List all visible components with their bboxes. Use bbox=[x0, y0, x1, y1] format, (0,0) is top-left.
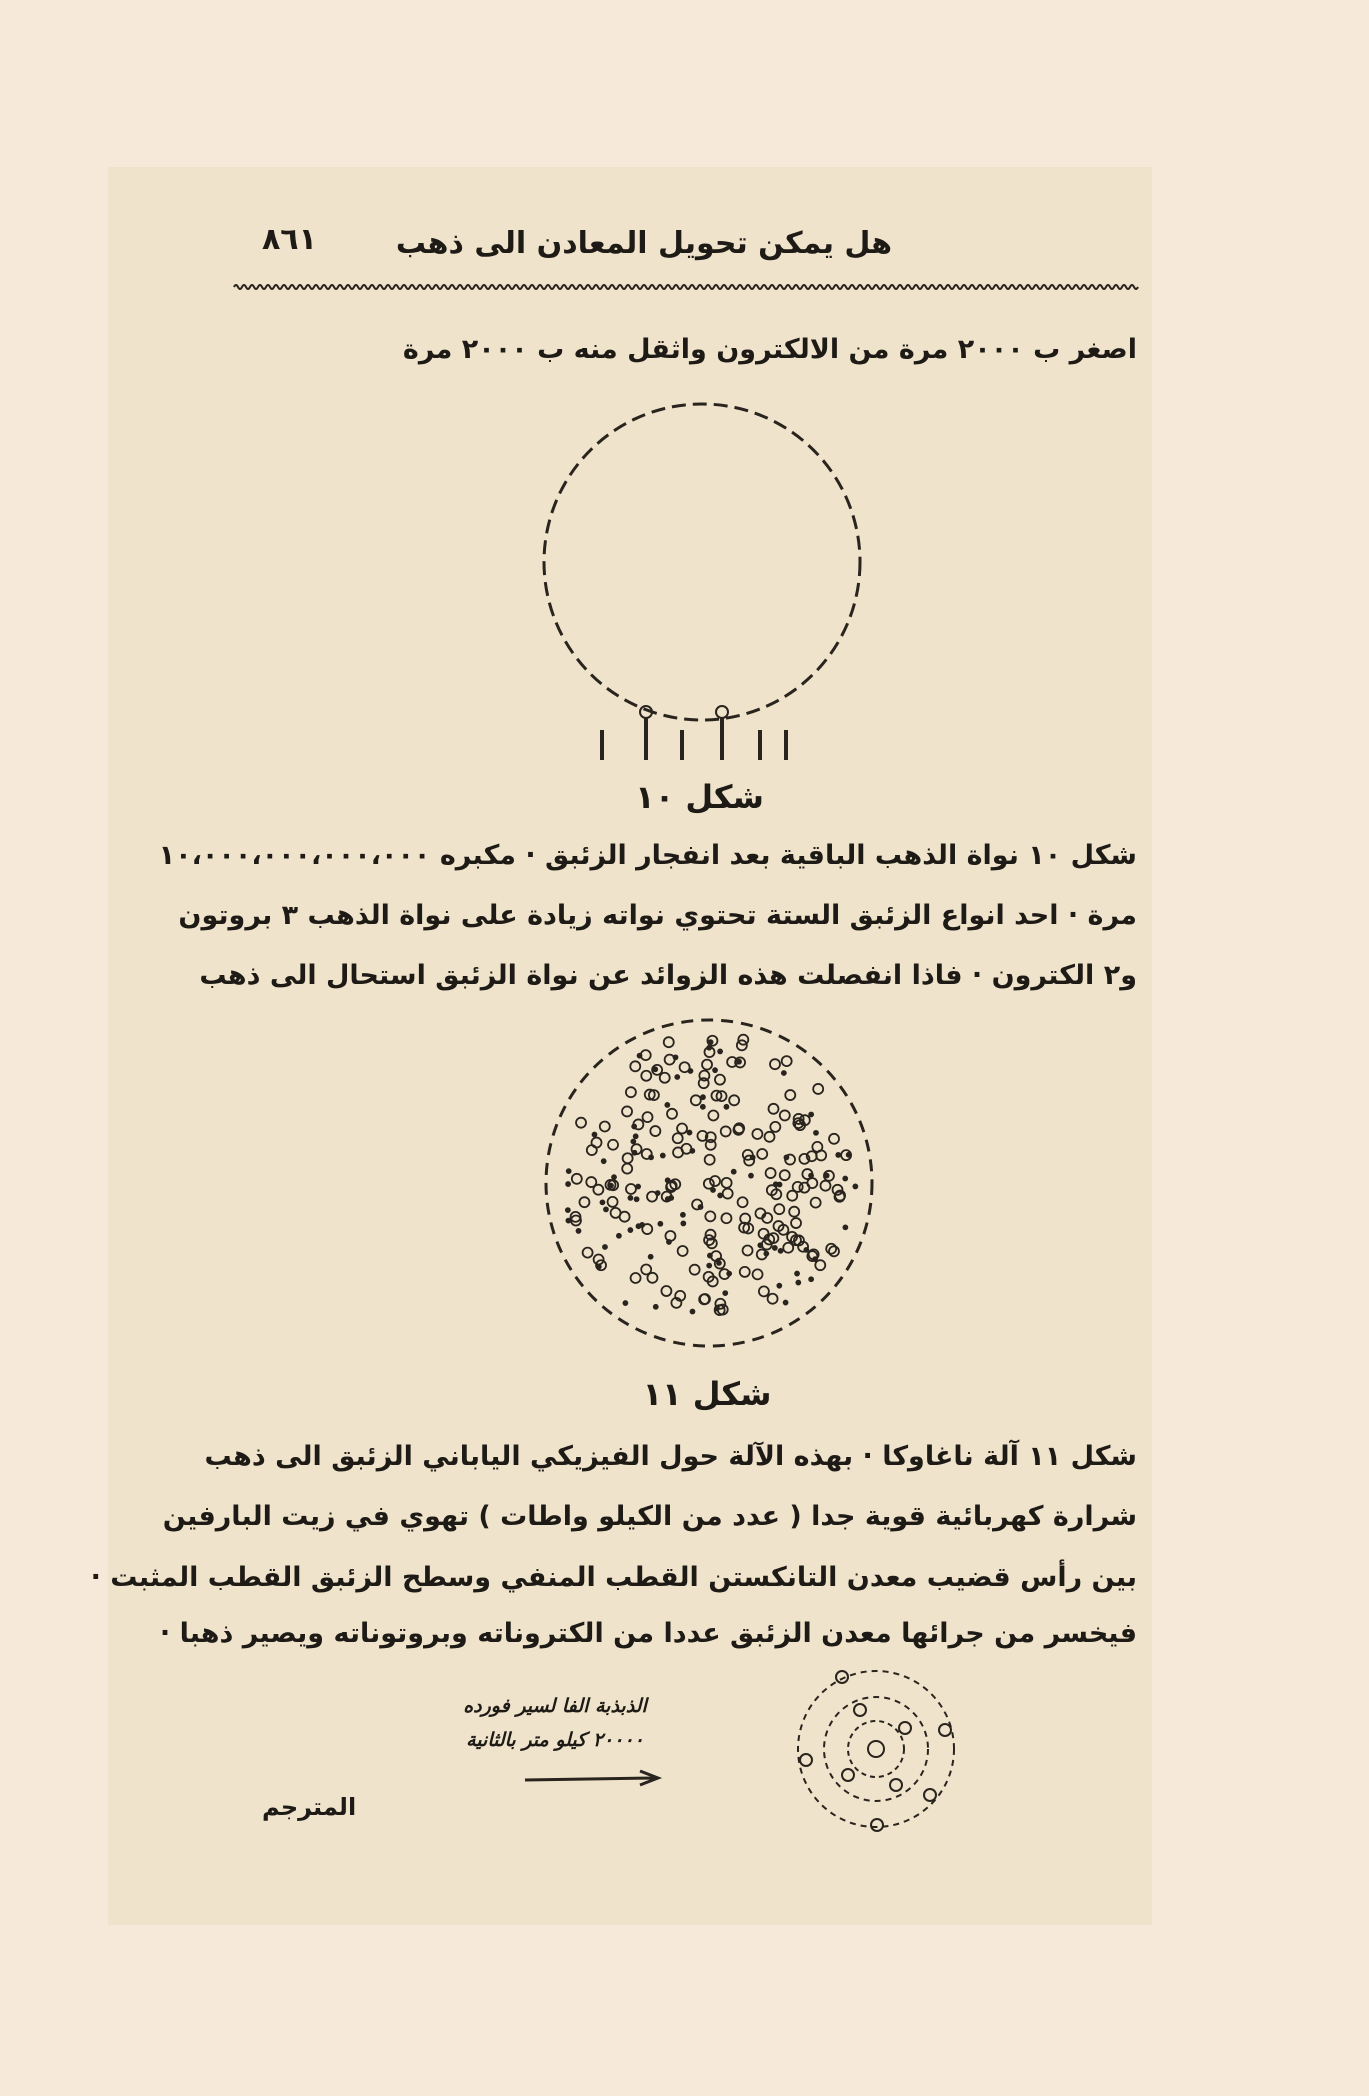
particle-mark bbox=[812, 1142, 822, 1152]
particle-mark bbox=[804, 1248, 808, 1252]
particle-mark bbox=[600, 1121, 610, 1131]
particle-mark bbox=[623, 1301, 627, 1305]
particle-mark bbox=[579, 1197, 589, 1207]
particle-mark bbox=[729, 1095, 739, 1105]
particle-mark bbox=[718, 1049, 722, 1053]
particle-mark bbox=[675, 1075, 679, 1079]
particle-mark bbox=[820, 1181, 830, 1191]
particle-mark bbox=[690, 1265, 700, 1275]
particle-mark bbox=[732, 1170, 736, 1174]
particle-mark bbox=[704, 1179, 714, 1189]
particle-mark bbox=[641, 1264, 651, 1274]
particle-mark bbox=[603, 1245, 607, 1249]
particle-mark bbox=[799, 1183, 809, 1193]
particle-mark bbox=[701, 1095, 705, 1099]
particle-mark bbox=[766, 1168, 776, 1178]
particle-mark bbox=[661, 1154, 665, 1158]
particle-mark bbox=[690, 1149, 694, 1153]
particle-mark bbox=[566, 1219, 570, 1223]
particle-mark bbox=[829, 1246, 839, 1256]
particle-mark bbox=[669, 1196, 673, 1200]
particle-mark bbox=[811, 1198, 821, 1208]
page-number: ٨٦١ bbox=[262, 222, 317, 257]
particle-mark bbox=[718, 1193, 722, 1197]
particle-mark bbox=[737, 1060, 741, 1064]
particle-mark bbox=[628, 1196, 632, 1200]
particle-mark bbox=[778, 1183, 782, 1187]
particle-mark bbox=[809, 1277, 813, 1281]
particle-mark bbox=[829, 1134, 839, 1144]
particle-mark bbox=[757, 1149, 767, 1159]
figure-10-caption-line: شكل ١٠ نواة الذهب الباقية بعد انفجار الزئبق · مكبره ١٠،٠٠٠،٠٠٠،٠٠٠،٠٠٠ bbox=[158, 840, 1137, 871]
figure-11-label: شكل ١١ bbox=[642, 1375, 772, 1413]
particle-mark bbox=[836, 1153, 840, 1157]
particle-mark bbox=[673, 1147, 683, 1157]
particle-mark bbox=[567, 1169, 571, 1173]
particle-mark bbox=[592, 1133, 596, 1137]
particle-mark bbox=[604, 1207, 608, 1211]
particle-mark bbox=[825, 1174, 829, 1178]
particle-mark bbox=[809, 1174, 813, 1178]
particle-mark bbox=[677, 1124, 687, 1134]
particle-mark bbox=[809, 1112, 813, 1116]
particle-mark bbox=[631, 1273, 641, 1283]
particle-mark bbox=[641, 1071, 651, 1081]
particle-mark bbox=[789, 1207, 799, 1217]
particle-mark bbox=[600, 1200, 604, 1204]
particle-mark bbox=[782, 1056, 792, 1066]
handwritten-arrow bbox=[525, 1771, 658, 1785]
particle-mark bbox=[759, 1229, 769, 1239]
particle-mark bbox=[743, 1245, 753, 1255]
figure-10-label: شكل ١٠ bbox=[635, 778, 764, 816]
particle-mark bbox=[617, 1234, 621, 1238]
particle-mark bbox=[715, 1075, 725, 1085]
particle-mark bbox=[721, 1126, 731, 1136]
particle-mark bbox=[813, 1257, 817, 1261]
particle-mark bbox=[716, 706, 728, 718]
particle-mark bbox=[759, 1286, 769, 1296]
particle-mark bbox=[687, 1131, 691, 1135]
particle-mark bbox=[673, 1133, 683, 1143]
particle-mark bbox=[707, 1264, 711, 1268]
figure-10-caption-line: مرة · احد انواع الزئبق الستة تحتوي نواته زيادة على نواة الذهب ٣ بروتون bbox=[178, 900, 1137, 931]
particle-mark bbox=[630, 1061, 640, 1071]
particle-mark bbox=[649, 1155, 653, 1159]
particle-mark bbox=[653, 1067, 657, 1071]
particle-mark bbox=[631, 1140, 635, 1144]
figure-11-caption-line: شرارة كهربائية قوية جدا ( عدد من الكيلو واطات ) تهوي في زيت البارفين bbox=[162, 1501, 1137, 1532]
figure-11-particles bbox=[566, 1035, 857, 1315]
particle-mark bbox=[602, 1159, 606, 1163]
particle-mark bbox=[608, 1140, 618, 1150]
particle-mark bbox=[583, 1248, 593, 1258]
particle-mark bbox=[758, 1243, 762, 1247]
particle-mark bbox=[702, 1060, 712, 1070]
handwritten-note-line: الذبذبة الفا لسير فورده bbox=[463, 1695, 647, 1717]
particle-mark bbox=[713, 1068, 717, 1072]
particle-mark bbox=[691, 1095, 701, 1105]
particle-mark bbox=[576, 1118, 586, 1128]
particle-mark bbox=[634, 1134, 638, 1138]
particle-mark bbox=[752, 1129, 762, 1139]
particle-mark bbox=[770, 1122, 780, 1132]
particle-mark bbox=[674, 1055, 678, 1059]
particle-mark bbox=[608, 1197, 618, 1207]
small-atom-diagram bbox=[798, 1671, 954, 1831]
intro-line: اصغر ب ٢٠٠٠ مرة من الالكترون واثقل منه ب ٢٠٠٠ مرة bbox=[402, 334, 1137, 365]
particle-mark bbox=[843, 1225, 847, 1229]
figure-11-caption-line: بين رأس قضيب معدن التانكستن القطب المنفي وسطح الزئبق القطب المثبت · bbox=[90, 1562, 1137, 1593]
figure-11-caption-line: شكل ١١ آلة ناغاوكا · بهذه الآلة حول الفيزيكي الياباني الزئبق الى ذهب bbox=[204, 1441, 1137, 1472]
particle-mark bbox=[740, 1267, 750, 1277]
particle-mark bbox=[576, 1229, 580, 1233]
particle-mark bbox=[609, 1184, 613, 1188]
particle-mark bbox=[643, 1112, 653, 1122]
particle-mark bbox=[612, 1175, 616, 1179]
particle-mark bbox=[566, 1182, 570, 1186]
particle-mark bbox=[721, 1213, 731, 1223]
particle-mark bbox=[707, 1046, 711, 1050]
particle-mark bbox=[690, 1310, 694, 1314]
figure-10-caption-line: و٢ الكترون · فاذا انفصلت هذه الزوائد عن نواة الزئبق استحال الى ذهب bbox=[199, 960, 1137, 991]
particle-mark bbox=[791, 1218, 801, 1228]
particle-mark bbox=[622, 1164, 632, 1174]
particle-mark bbox=[635, 1197, 639, 1201]
page-title: هل يمكن تحويل المعادن الى ذهب bbox=[395, 226, 892, 261]
particle-mark bbox=[566, 1208, 570, 1212]
particle-mark bbox=[626, 1184, 636, 1194]
particle-mark bbox=[626, 1087, 636, 1097]
particle-mark bbox=[723, 1189, 733, 1199]
particle-mark bbox=[709, 1040, 713, 1044]
particle-mark bbox=[795, 1272, 799, 1276]
particle-mark bbox=[681, 1213, 685, 1217]
particle-mark bbox=[814, 1131, 818, 1135]
figure-11-nucleus-diagram bbox=[546, 1020, 872, 1346]
particle-mark bbox=[705, 1211, 715, 1221]
particle-mark bbox=[785, 1090, 795, 1100]
particle-mark bbox=[586, 1177, 596, 1187]
particle-mark bbox=[753, 1269, 763, 1279]
handwritten-note-line: ٢٠٠٠٠ كيلو متر بالثانية bbox=[466, 1729, 644, 1751]
particle-mark bbox=[649, 1255, 653, 1259]
particle-mark bbox=[710, 1176, 720, 1186]
particle-mark bbox=[658, 1222, 662, 1226]
particle-mark bbox=[681, 1221, 685, 1225]
particle-mark bbox=[722, 1178, 732, 1188]
particle-mark bbox=[708, 1111, 718, 1121]
particle-mark bbox=[738, 1197, 748, 1207]
particle-mark bbox=[642, 1224, 652, 1234]
particle-mark bbox=[705, 1155, 715, 1165]
particle-mark bbox=[678, 1246, 688, 1256]
particle-mark bbox=[784, 1301, 788, 1305]
particle-mark bbox=[623, 1153, 633, 1163]
particle-mark bbox=[764, 1132, 774, 1142]
particle-mark bbox=[780, 1110, 790, 1120]
particle-mark bbox=[620, 1212, 630, 1222]
particle-mark bbox=[622, 1106, 632, 1116]
header-wavy-divider bbox=[234, 285, 1138, 289]
particle-mark bbox=[647, 1192, 657, 1202]
particle-mark bbox=[724, 1105, 728, 1109]
particle-mark bbox=[650, 1126, 660, 1136]
particle-mark bbox=[796, 1281, 800, 1285]
particle-mark bbox=[572, 1174, 582, 1184]
particle-mark bbox=[701, 1105, 705, 1109]
particle-mark bbox=[688, 1069, 692, 1073]
particle-mark bbox=[664, 1037, 674, 1047]
particle-mark bbox=[853, 1184, 857, 1188]
particle-mark bbox=[770, 1059, 780, 1069]
particle-mark bbox=[723, 1291, 727, 1295]
particle-mark bbox=[768, 1104, 778, 1114]
particle-mark bbox=[587, 1145, 597, 1155]
particle-mark bbox=[782, 1071, 786, 1075]
particle-mark bbox=[784, 1155, 788, 1159]
particle-mark bbox=[774, 1204, 784, 1214]
particle-mark bbox=[661, 1286, 671, 1296]
particle-mark bbox=[780, 1170, 790, 1180]
particle-mark bbox=[667, 1109, 677, 1119]
particle-mark bbox=[749, 1174, 753, 1178]
particle-mark bbox=[628, 1228, 632, 1232]
particle-mark bbox=[636, 1224, 640, 1228]
particle-mark bbox=[665, 1103, 669, 1107]
particle-mark bbox=[715, 1307, 719, 1311]
particle-mark bbox=[815, 1260, 825, 1270]
particle-mark bbox=[773, 1246, 777, 1250]
particle-mark bbox=[768, 1294, 778, 1304]
translator-signature: المترجم bbox=[262, 1793, 357, 1821]
particle-mark bbox=[826, 1244, 836, 1254]
particle-mark bbox=[660, 1073, 670, 1083]
particle-mark bbox=[843, 1177, 847, 1181]
particle-mark bbox=[751, 1155, 755, 1159]
particle-mark bbox=[813, 1084, 823, 1094]
particle-mark bbox=[777, 1284, 781, 1288]
particle-mark bbox=[654, 1305, 658, 1309]
figure-11-caption-line: فيخسر من جرائها معدن الزئبق عددا من الكتروناته وبروتوناته ويصير ذهبا · bbox=[159, 1618, 1137, 1649]
figure-10-particles bbox=[602, 706, 786, 760]
particle-mark bbox=[779, 1249, 783, 1253]
figure-10-nucleus-diagram bbox=[544, 404, 860, 760]
